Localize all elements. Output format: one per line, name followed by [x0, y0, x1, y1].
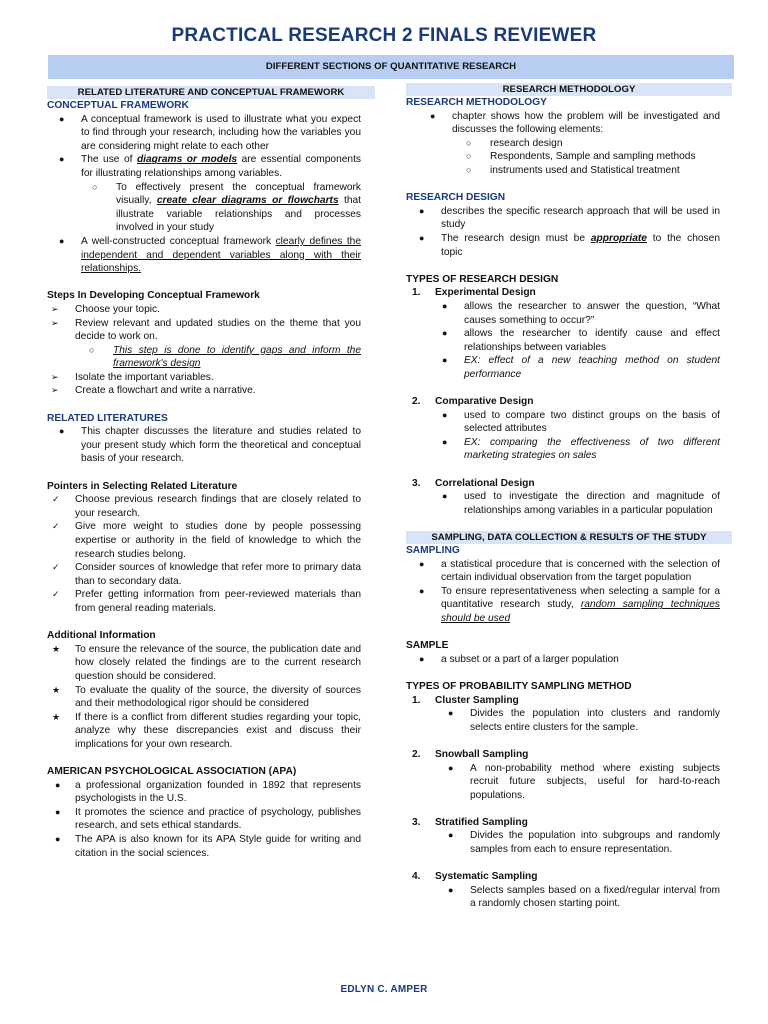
list-item: ★ To ensure the relevance of the source, the publication date and how closely related the findings are to the current research question should be considered. — [52, 643, 361, 682]
apa-heading: AMERICAN PSYCHOLOGICAL ASSOCIATION (APA) — [47, 766, 297, 778]
list-item: ● EX: comparing the effectiveness of two different marketing strategies on sales — [442, 436, 720, 462]
list-item: ✓ Choose previous research findings that are closely related to your research. — [52, 494, 361, 519]
bullet-circle-icon: ○ — [466, 164, 472, 175]
list-item: ● A non-probability method where existing subjects recruit future subjects, useful for hard-to-reach populations. — [448, 762, 720, 801]
bullet-dot-icon: ● — [442, 409, 448, 420]
bullet-dot-icon: ● — [448, 884, 454, 895]
bullet-dot-icon: ● — [419, 653, 425, 664]
list-item: ● It promotes the science and practice of psychology, publishes research, and sets ethical standards. — [55, 806, 361, 832]
list-item: ● The use of diagrams or models are essential components for illustrating relationships among variables. — [59, 154, 361, 179]
star-icon: ★ — [52, 711, 61, 722]
list-item: ● Divides the population into clusters and randomly selects entire clusters for the sample. — [448, 708, 720, 733]
list-item: ✓ Prefer getting information from peer-reviewed materials than from general reading materials. — [52, 589, 361, 614]
probability-sampling-heading: TYPES OF PROBABILITY SAMPLING METHOD — [406, 680, 632, 692]
list-item: ● used to compare two distinct groups on the basis of selected attributes — [442, 409, 720, 435]
bullet-dot-icon: ● — [448, 830, 454, 841]
list-item: ● a statistical procedure that is concerned with the selection of certain individual observation from the target population — [419, 558, 720, 584]
list-item: ● A conceptual framework is used to illustrate what you expect to find through your research, including how the variables you are considering might relate to each other — [59, 113, 361, 152]
numbered-item: 1. Experimental Design — [412, 287, 536, 299]
numbered-item: 1. Cluster Sampling — [412, 694, 519, 706]
author-footer: EDLYN C. AMPER — [340, 984, 428, 995]
bullet-dot-icon: ● — [442, 491, 448, 502]
bullet-dot-icon: ● — [59, 235, 65, 246]
check-icon: ✓ — [52, 562, 60, 573]
bullet-dot-icon: ● — [59, 426, 65, 437]
bullet-dot-icon: ● — [442, 355, 448, 366]
arrow-icon: ➢ — [51, 385, 59, 396]
list-item: ● Selects samples based on a fixed/regular interval from a randomly chosen starting point. — [448, 884, 720, 910]
list-item: ● The research design must be appropriate to the chosen topic — [419, 232, 720, 258]
sampling-heading: SAMPLING — [406, 545, 460, 556]
list-item: ● allows the researcher to answer the question, “What causes something to occur?” — [442, 300, 720, 326]
steps-heading: Steps In Developing Conceptual Framework — [47, 290, 260, 302]
list-sub-item: ○ research design — [466, 137, 563, 149]
list-item: ● EX: effect of a new teaching method on student performance — [442, 355, 720, 380]
bullet-dot-icon: ● — [419, 205, 425, 216]
left-column — [47, 86, 361, 860]
bullet-circle-icon: ○ — [92, 181, 98, 192]
list-item: ● A well-constructed conceptual framework clearly defines the independent and dependent variables along with their relationships. — [59, 235, 361, 275]
star-icon: ★ — [52, 643, 61, 654]
arrow-icon: ➢ — [51, 317, 59, 328]
list-sub-item: ○ To effectively present the conceptual framework visually, create clear diagrams or flowcharts that illustrate variable relationships and processes involved in your study — [92, 181, 361, 234]
section-band-research-methodology: RESEARCH METHODOLOGY — [406, 83, 732, 96]
additional-info-heading: Additional Information — [47, 630, 156, 642]
bullet-circle-icon: ○ — [466, 137, 472, 148]
list-item: ➢ Isolate the important variables. — [51, 371, 214, 383]
numbered-item: 3. Correlational Design — [412, 477, 535, 489]
numbered-item: 4. Systematic Sampling — [412, 871, 538, 883]
list-item: ● To ensure representativeness when selecting a sample for a quantitative research study, random sampling techniques should be used — [419, 585, 720, 624]
bullet-dot-icon: ● — [419, 585, 425, 596]
list-sub-item: ○ instruments used and Statistical treatment — [466, 164, 680, 176]
right-column — [406, 83, 720, 911]
list-item: ● Divides the population into subgroups and randomly samples from each to ensure representation. — [448, 830, 720, 856]
research-design-heading: RESEARCH DESIGN — [406, 192, 506, 204]
bullet-circle-icon: ○ — [466, 151, 472, 162]
bullet-dot-icon: ● — [55, 834, 61, 845]
list-item: ➢ Create a flowchart and write a narrative. — [51, 385, 256, 397]
list-item: ✓ Give more weight to studies done by people possessing expertise or authority in the field of knowledge to which the research studies belong. — [52, 521, 361, 560]
list-item: ● describes the specific research approach that will be used in study — [419, 205, 720, 231]
bullet-dot-icon: ● — [419, 232, 425, 243]
section-band-sampling: SAMPLING, DATA COLLECTION & RESULTS OF THE STUDY — [406, 531, 732, 544]
research-methodology-heading: RESEARCH METHODOLOGY — [406, 97, 547, 108]
list-item: ● a subset or a part of a larger population — [419, 653, 619, 665]
list-item: ● a professional organization founded in 1892 that represents psychologists in the U.S. — [55, 779, 361, 805]
check-icon: ✓ — [52, 589, 60, 600]
types-of-research-design-heading: TYPES OF RESEARCH DESIGN — [406, 273, 559, 285]
list-item: ★ To evaluate the quality of the source, the diversity of sources and their methodological rigor should be considered — [52, 684, 361, 710]
bullet-dot-icon: ● — [59, 154, 65, 165]
bullet-dot-icon: ● — [59, 113, 65, 124]
star-icon: ★ — [52, 684, 61, 695]
page-title: PRACTICAL RESEARCH 2 FINALS REVIEWER — [171, 25, 597, 46]
pointers-heading: Pointers in Selecting Related Literature — [47, 480, 238, 492]
bullet-dot-icon: ● — [419, 558, 425, 569]
list-item: ● The APA is also known for its APA Style guide for writing and citation in the social sciences. — [55, 834, 361, 859]
related-literatures-heading: RELATED LITERATURES — [47, 412, 168, 424]
list-item: ● chapter shows how the problem will be investigated and discusses the following elements: — [430, 110, 720, 136]
bullet-dot-icon: ● — [430, 110, 436, 121]
numbered-item: 2. Snowball Sampling — [412, 748, 529, 760]
bullet-dot-icon: ● — [448, 762, 454, 773]
list-sub-item: ○ This step is done to identify gaps and inform the framework's design — [89, 344, 361, 370]
list-item: ➢ Choose your topic. — [51, 303, 160, 315]
bullet-dot-icon: ● — [448, 708, 454, 719]
list-item: ● allows the researcher to identify cause and effect relationships between variables — [442, 328, 720, 353]
list-item: ➢ Review relevant and updated studies on the theme that you decide to work on. — [51, 317, 361, 343]
bullet-dot-icon: ● — [55, 806, 61, 817]
arrow-icon: ➢ — [51, 303, 59, 314]
bullet-dot-icon: ● — [442, 436, 448, 447]
bullet-dot-icon: ● — [442, 300, 448, 311]
sample-heading: SAMPLE — [406, 640, 449, 652]
list-item: ● used to investigate the direction and magnitude of relationships among variables in a particular population — [442, 491, 720, 516]
check-icon: ✓ — [52, 521, 60, 532]
bullet-dot-icon: ● — [442, 328, 448, 339]
arrow-icon: ➢ — [51, 371, 59, 382]
conceptual-framework-heading: CONCEPTUAL FRAMEWORK — [47, 100, 189, 111]
section-band-related-literature: RELATED LITERATURE AND CONCEPTUAL FRAMEWORK — [47, 86, 375, 99]
list-item: ● This chapter discusses the literature and studies related to your present study which form the theoretical and conceptual basis of your research. — [59, 426, 361, 465]
check-icon: ✓ — [52, 494, 60, 505]
bullet-circle-icon: ○ — [89, 344, 95, 355]
bullet-dot-icon: ● — [55, 779, 61, 790]
list-item: ★ If there is a conflict from different studies regarding your topic, analyze why these discrepancies exist and discuss their implications for your own research. — [52, 711, 361, 750]
list-sub-item: ○ Respondents, Sample and sampling methods — [466, 151, 696, 163]
section-banner: DIFFERENT SECTIONS OF QUANTITATIVE RESEARCH — [48, 55, 734, 79]
list-item: ✓ Consider sources of knowledge that refer more to primary data than to secondary data. — [52, 562, 361, 587]
numbered-item: 2. Comparative Design — [412, 396, 534, 408]
numbered-item: 3. Stratified Sampling — [412, 816, 528, 828]
